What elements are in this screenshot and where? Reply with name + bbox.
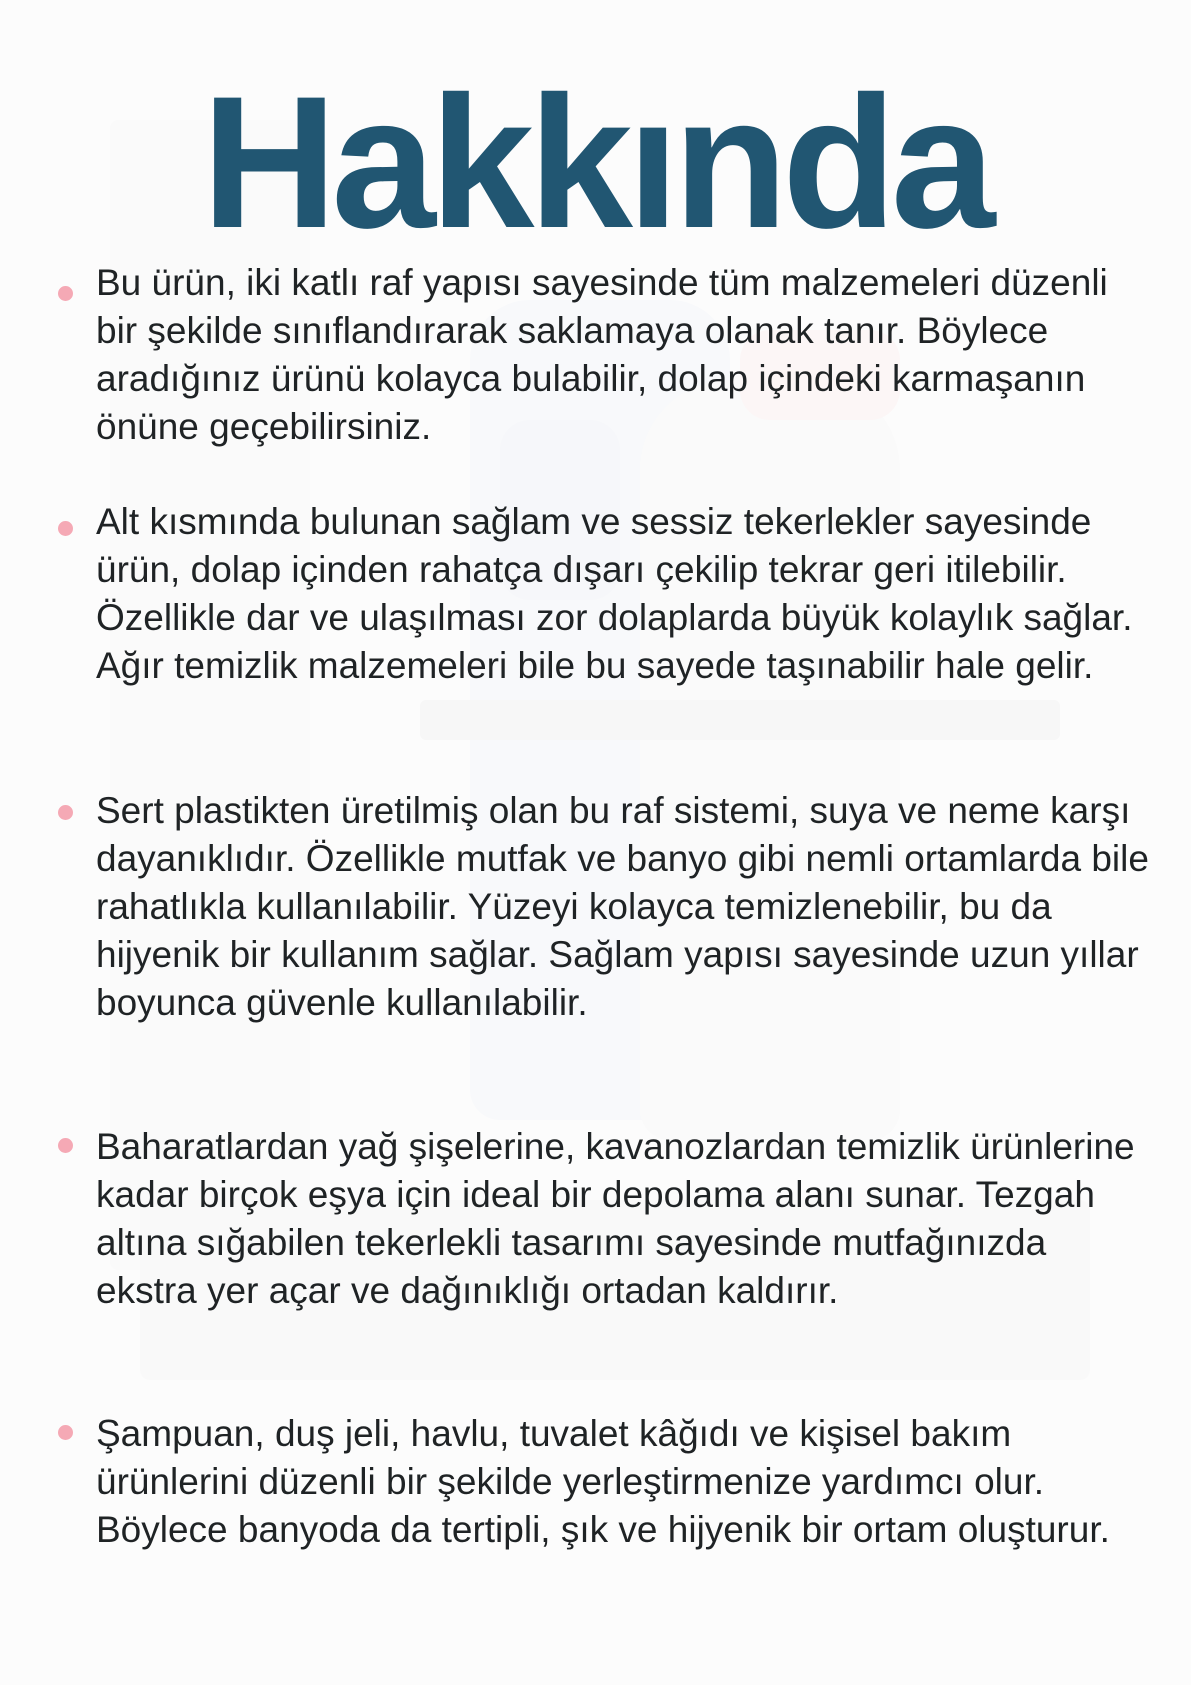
- bullet-dot-icon: [58, 1425, 73, 1440]
- list-item-text: Alt kısmında bulunan sağlam ve sessiz tekerlekler sayesinde ürün, dolap içinden rahatça dışarı çekilip tekrar geri itilebilir. Özellikle dar ve ulaşılması zor dolaplarda büyük kolaylık sağlar. Ağır temizlik malzemeleri bile bu sayede taşınabilir hale gelir.: [96, 501, 1133, 686]
- bullet-dot-icon: [58, 805, 73, 820]
- list-item-text: Bu ürün, iki katlı raf yapısı sayesinde tüm malzemeleri düzenli bir şekilde sınıflandırarak saklamaya olanak tanır. Böylece aradığınız ürünü kolayca bulabilir, dolap içindeki karmaşanın önüne geçebilirsiniz.: [96, 262, 1108, 447]
- page-title: Hakkında: [201, 57, 990, 267]
- bullet-dot-icon: [58, 286, 73, 301]
- bullet-dot-icon: [58, 521, 73, 536]
- list-item-text: Sert plastikten üretilmiş olan bu raf sistemi, suya ve neme karşı dayanıklıdır. Özellikle mutfak ve banyo gibi nemli ortamlarda bile rahatlıkla kullanılabilir. Yüzeyi kolayca temizlenebilir, bu da hijyenik bir kullanım sağlar. Sağlam yapısı sayesinde uzun yıllar boyunca güvenle kullanılabilir.: [96, 790, 1149, 1023]
- bullet-dot-icon: [58, 1138, 73, 1153]
- list-item-text: Baharatlardan yağ şişelerine, kavanozlardan temizlik ürünlerine kadar birçok eşya için ideal bir depolama alanı sunar. Tezgah altına sığabilen tekerlekli tasarımı sayesinde mutfağınızda ekstra yer açar ve dağınıklığı ortadan kaldırır.: [96, 1126, 1135, 1311]
- list-item-text: Şampuan, duş jeli, havlu, tuvalet kâğıdı ve kişisel bakım ürünlerini düzenli bir şekilde yerleştirmenize yardımcı olur. Böylece banyoda da tertipli, şık ve hijyenik bir ortam oluşturur.: [96, 1413, 1110, 1550]
